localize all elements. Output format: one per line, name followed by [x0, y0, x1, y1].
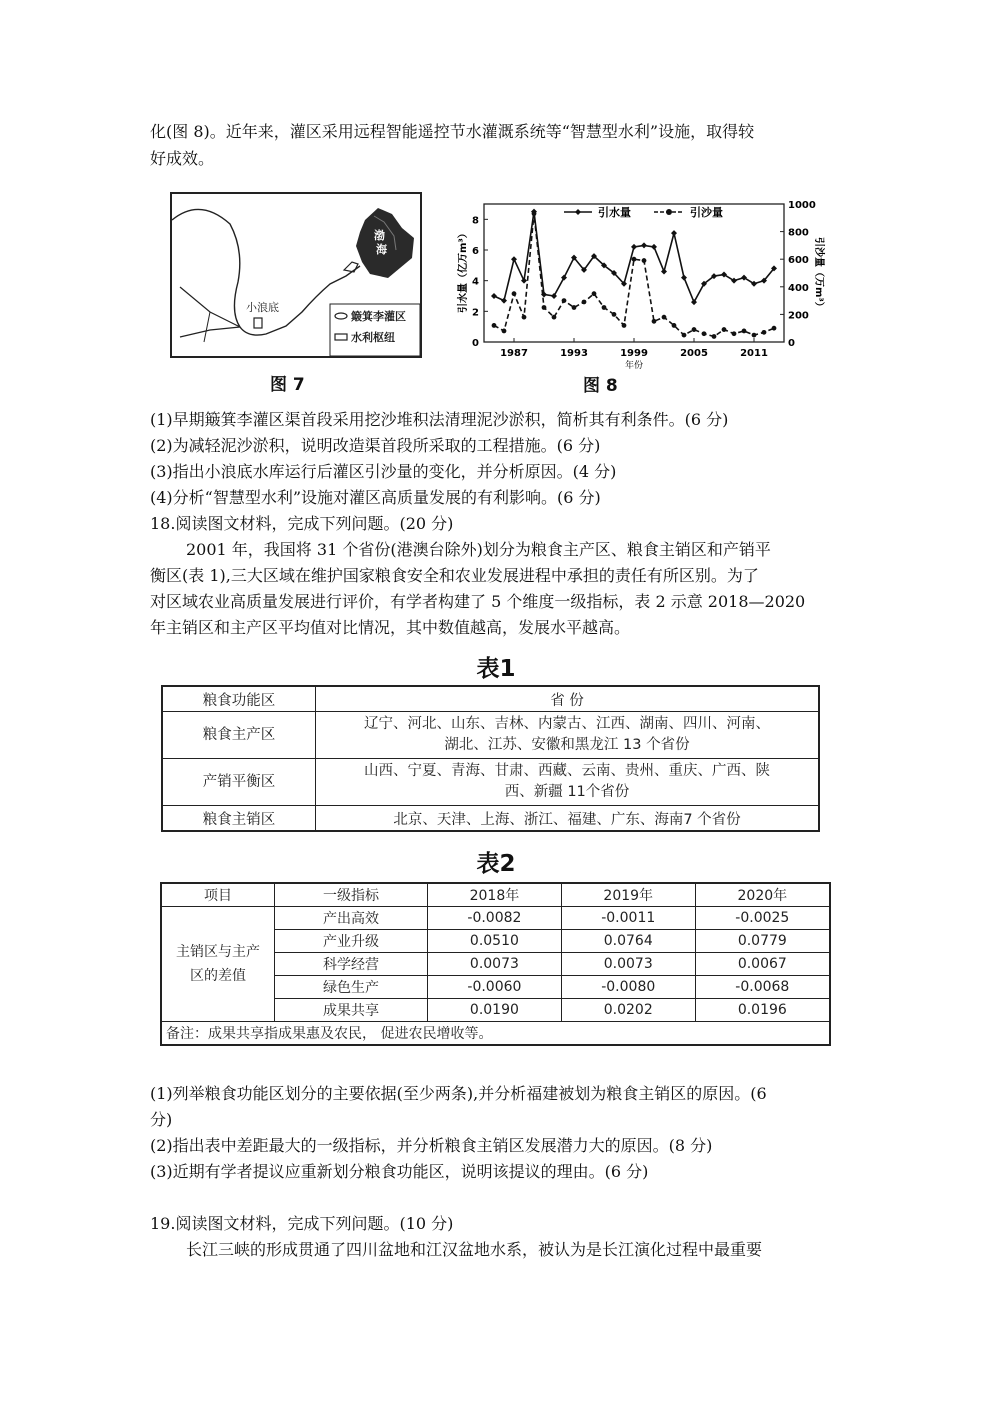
- table-2-group-label-line: 主销区与主产: [176, 944, 260, 960]
- right-axis-tick-label: 800: [788, 227, 809, 239]
- legend-sand-marker: [666, 209, 672, 215]
- sand-point: [642, 258, 647, 263]
- sand-point: [632, 257, 637, 262]
- sand-point: [722, 327, 727, 332]
- sand-point: [552, 315, 557, 320]
- table-2-header-2018: 2018年: [428, 883, 562, 907]
- table-1-provinces-line: 湖北、江苏、安徽和黑龙江 13 个省份: [444, 737, 690, 753]
- right-axis-label: 引沙量（万m³）: [813, 237, 824, 312]
- x-axis-tick-label: 2011: [740, 348, 768, 359]
- x-axis-tick-label: 1993: [560, 348, 588, 359]
- table-row: [162, 712, 819, 759]
- right-axis-tick-label: 1000: [788, 200, 816, 211]
- legend-irrigation-label: 簸箕李灌区: [351, 310, 406, 323]
- water-point: [551, 293, 557, 299]
- water-point: [561, 275, 567, 281]
- table-2-value-cell: 0.0196: [695, 999, 830, 1022]
- sand-point: [612, 312, 617, 317]
- water-point: [511, 256, 517, 262]
- sand-point: [752, 333, 757, 338]
- sand-point: [492, 323, 497, 328]
- sand-point: [502, 329, 507, 334]
- q18-para-3: 对区域农业高质量发展进行评价，有学者构建了 5 个维度一级指标，表 2 示意 2018—2020: [150, 592, 806, 611]
- water-point: [491, 293, 497, 299]
- table-2-note: 备注：成果共享指成果惠及农民， 促进农民增收等。: [161, 1022, 830, 1046]
- sand-point: [582, 300, 587, 305]
- sea-label-1: 渤: [374, 229, 385, 242]
- x-axis-label: 年份: [624, 361, 644, 371]
- figure-8-chart: [456, 192, 824, 374]
- dam-marker: [254, 318, 262, 328]
- legend-sand-label: 引沙量: [690, 206, 723, 219]
- sand-point: [662, 315, 667, 320]
- table-1-title: 表1: [476, 656, 516, 682]
- table-2-value-cell: -0.0082: [428, 907, 562, 930]
- table-2-value-cell: 0.0067: [695, 953, 830, 976]
- sand-point: [512, 291, 517, 296]
- table-1-provinces-cell: [316, 759, 820, 806]
- water-point: [661, 268, 667, 274]
- sand-point: [682, 333, 687, 338]
- table-1-area-cell: 产销平衡区: [162, 759, 316, 806]
- table-2-value-cell: 0.0202: [561, 999, 695, 1022]
- sand-point: [702, 331, 707, 336]
- table-2-group-label: [161, 907, 275, 1022]
- table-2-indicator-cell: 成果共享: [275, 999, 428, 1022]
- sand-point: [522, 315, 527, 320]
- table-row: [161, 907, 830, 930]
- table-2-value-cell: 0.0764: [561, 930, 695, 953]
- table-row: [161, 883, 830, 907]
- irrigation-area-shape: [344, 262, 358, 272]
- right-axis-tick-label: 600: [788, 255, 809, 267]
- sand-point: [762, 330, 767, 335]
- table-1-provinces-line: 辽宁、河北、山东、吉林、内蒙古、江西、湖南、四川、河南、: [364, 716, 770, 732]
- table-2-header-item: 项目: [161, 883, 275, 907]
- table-2-indicator-cell: 产业升级: [275, 930, 428, 953]
- sand-point: [712, 334, 717, 339]
- left-axis-tick-label: 2: [472, 307, 479, 319]
- figure-7-map: [170, 192, 422, 358]
- table-1-provinces-cell: [316, 712, 820, 759]
- sand-point: [542, 305, 547, 310]
- table-1: [161, 685, 820, 832]
- sand-point: [772, 326, 777, 331]
- table-1-header-area: 粮食功能区: [162, 686, 316, 712]
- table-1-area-cell: 粮食主销区: [162, 806, 316, 832]
- table-1-area-cell: 粮食主产区: [162, 712, 316, 759]
- water-point: [641, 242, 647, 248]
- sand-point: [602, 305, 607, 310]
- sand-point: [732, 331, 737, 336]
- sand-point: [572, 305, 577, 310]
- table-1-provinces-line: 西、新疆 11个省份: [504, 784, 630, 800]
- table-2-title: 表2: [476, 851, 516, 877]
- figure-7-legend: [330, 304, 420, 356]
- left-axis-tick-label: 4: [472, 276, 479, 288]
- water-point: [501, 298, 507, 304]
- question-b1: (1)列举粮食功能区划分的主要依据(至少两条),并分析福建被划为粮食主销区的原因。(6: [150, 1084, 767, 1103]
- question-b2: (2)指出表中差距最大的一级指标，并分析粮食主销区发展潜力大的原因。(8 分): [150, 1136, 713, 1155]
- sand-point: [592, 291, 597, 296]
- table-2-value-cell: -0.0025: [695, 907, 830, 930]
- water-point: [691, 299, 697, 305]
- q18-para-2: 衡区(表 1),三大区域在维护国家粮食安全和农业发展进程中承担的责任有所区别。为了: [150, 566, 759, 585]
- water-point: [681, 275, 687, 281]
- legend-dam-label: 水利枢纽: [351, 331, 395, 344]
- x-axis-tick-label: 2005: [680, 348, 708, 359]
- sand-point: [532, 211, 537, 216]
- question-b3: (3)近期有学者提议应重新划分粮食功能区，说明该提议的理由。(6 分): [150, 1162, 649, 1181]
- table-2-value-cell: -0.0080: [561, 976, 695, 999]
- left-axis-tick-label: 8: [472, 215, 479, 227]
- question-a3: (3)指出小浪底水库运行后灌区引沙量的变化，并分析原因。(4 分): [150, 462, 617, 481]
- q19-title: 19.阅读图文材料，完成下列问题。(10 分): [150, 1214, 454, 1233]
- water-point: [631, 244, 637, 250]
- sand-point: [652, 319, 657, 324]
- table-1-provinces-line: 山西、宁夏、青海、甘肃、西藏、云南、贵州、重庆、广西、陕: [364, 763, 770, 779]
- sand-point: [622, 323, 627, 328]
- table-2-value-cell: -0.0068: [695, 976, 830, 999]
- x-axis-tick-label: 1987: [500, 348, 528, 359]
- x-axis-tick-label: 1999: [620, 348, 648, 359]
- question-b1-cont: 分): [150, 1110, 173, 1129]
- water-point: [651, 244, 657, 250]
- table-2-header-2020: 2020年: [695, 883, 830, 907]
- legend-water-marker: [575, 209, 581, 215]
- figure-7-caption: 图 7: [270, 375, 305, 395]
- sand-point: [742, 329, 747, 334]
- sea-label-2: 海: [376, 243, 387, 256]
- table-2-header-indicator: 一级指标: [275, 883, 428, 907]
- table-2-indicator-cell: 绿色生产: [275, 976, 428, 999]
- table-2-value-cell: 0.0073: [428, 953, 562, 976]
- table-2-indicator-cell: 科学经营: [275, 953, 428, 976]
- table-2-value-cell: 0.0510: [428, 930, 562, 953]
- sand-point: [562, 298, 567, 303]
- left-axis-tick-label: 6: [472, 246, 479, 257]
- question-a4: (4)分析“智慧型水利”设施对灌区高质量发展的有利影响。(6 分): [150, 488, 601, 507]
- intro-line-2: 好成效。: [150, 149, 215, 168]
- table-row: [162, 686, 819, 712]
- q19-para: 长江三峡的形成贯通了四川盆地和江汉盆地水系，被认为是长江演化过程中最重要: [186, 1240, 763, 1259]
- sand-point: [672, 323, 677, 328]
- table-2-value-cell: 0.0073: [561, 953, 695, 976]
- table-2-value-cell: 0.0779: [695, 930, 830, 953]
- water-point: [521, 278, 527, 284]
- q18-para-4: 年主销区和主产区平均值对比情况，其中数值越高，发展水平越高。: [150, 618, 631, 637]
- table-2: [160, 882, 831, 1046]
- q18-title: 18.阅读图文材料，完成下列问题。(20 分): [150, 514, 454, 533]
- table-row: [161, 1022, 830, 1046]
- right-axis-tick-label: 400: [788, 282, 809, 294]
- plot-frame: [484, 204, 784, 342]
- left-axis-label: 引水量（亿万m³）: [458, 228, 469, 313]
- right-axis-tick-label: 0: [788, 338, 795, 349]
- left-axis-tick-label: 0: [472, 338, 479, 349]
- legend-water-label: 引水量: [598, 206, 631, 219]
- table-row: [162, 759, 819, 806]
- question-a2: (2)为减轻泥沙淤积，说明改造渠首段所采取的工程措施。(6 分): [150, 436, 601, 455]
- table-2-group-label-line: 区的差值: [190, 968, 246, 984]
- intro-line-1: 化(图 8)。近年来，灌区采用远程智能遥控节水灌溉系统等“智慧型水利”设施，取得较: [150, 122, 755, 141]
- table-row: [162, 806, 819, 832]
- dam-label: 小浪底: [246, 301, 279, 314]
- water-point: [671, 230, 677, 236]
- q18-para-1: 2001 年，我国将 31 个省份(港澳台除外)划分为粮食主产区、粮食主销区和产销平: [186, 540, 771, 559]
- table-2-value-cell: -0.0060: [428, 976, 562, 999]
- table-1-provinces-cell: 北京、天津、上海、浙江、福建、广东、海南7 个省份: [316, 806, 820, 832]
- table-1-header-provinces: 省 份: [316, 686, 820, 712]
- question-a1: (1)早期簸箕李灌区渠首段采用挖沙堆积法清理泥沙淤积，简析其有利条件。(6 分): [150, 410, 729, 429]
- table-2-value-cell: -0.0011: [561, 907, 695, 930]
- table-2-value-cell: 0.0190: [428, 999, 562, 1022]
- figure-8-caption: 图 8: [583, 376, 618, 396]
- sand-point: [692, 327, 697, 332]
- right-axis-tick-label: 200: [788, 310, 809, 322]
- table-2-header-2019: 2019年: [561, 883, 695, 907]
- table-2-indicator-cell: 产出高效: [275, 907, 428, 930]
